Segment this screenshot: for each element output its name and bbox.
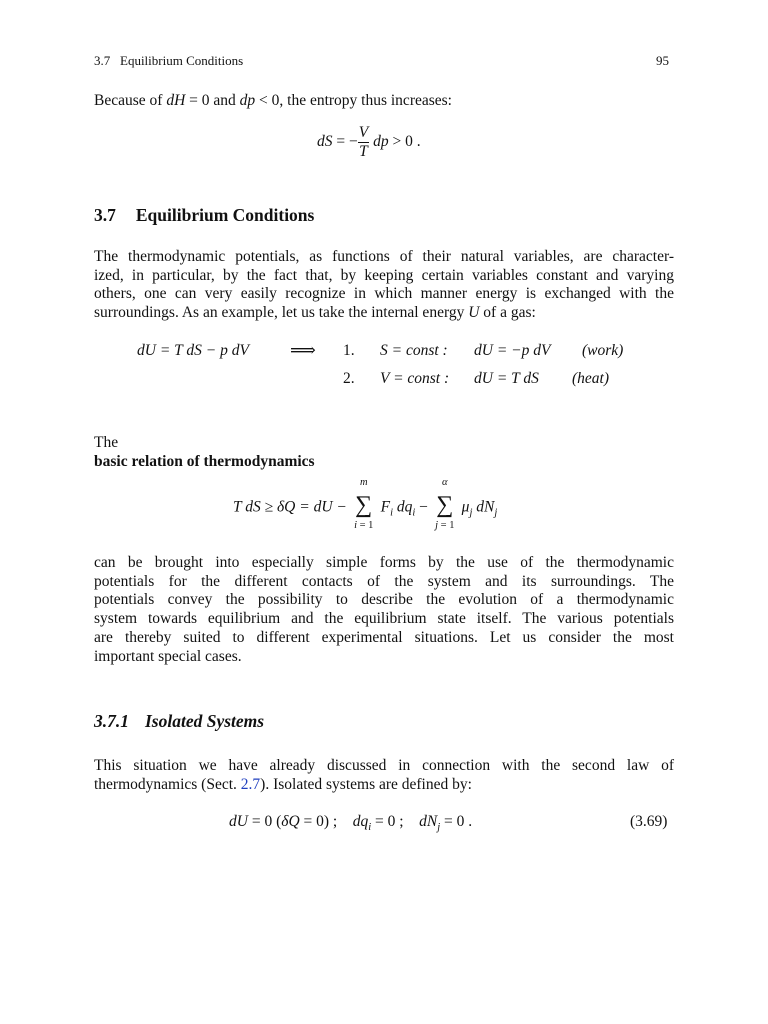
- equation-basic-relation: T dS ≥ δQ = dU − m ∑ i = 1 $F_i$ $dq_i$ − α ∑ j = 1 $\mu_j$ $dN_j$: [233, 477, 498, 531]
- sum-lower-j: j = 1: [435, 520, 455, 531]
- page-number: 95: [656, 53, 669, 68]
- paragraph-simple-forms: can be brought into especially simple forms by the use of the thermodynamic potentials for the different contacts of the system and its surroundings. The potentials convey the possibility to describe the evolution of a thermodynamic system towards equilibrium and the equilibrium state itself. The various potentials are thereby suited to different experimental situations. Let us consider the most important special cases.: [94, 554, 674, 665]
- section-link-2-7[interactable]: 2.7: [240, 775, 261, 793]
- case-1-note: (work): [582, 342, 624, 359]
- case-1-result: dU = −p dV: [474, 342, 551, 359]
- case-2-note: (heat): [572, 370, 610, 387]
- equation-entropy-increase: dS = − $\frac{V}{T}$ dp > 0 .: [317, 124, 421, 160]
- case-1-condition: S = const :: [380, 342, 448, 359]
- paragraph-isolated-systems: This situation we have already discussed in connection with the second law of thermodynamics (Sect. 2.7). Isolated systems are defined by:: [94, 757, 674, 793]
- case-2-number: 2.: [343, 370, 355, 387]
- equation-number-3-69: (3.69): [630, 813, 668, 830]
- intro-sentence: Because of dH = 0 and dp < 0, the entropy thus increases:: [94, 92, 452, 109]
- section-heading: 3.7 Equilibrium Conditions: [94, 205, 315, 225]
- summation-m: m ∑ i = 1: [351, 498, 377, 518]
- basic-relation-term: basic relation of thermodynamics: [94, 453, 315, 470]
- the-word: The: [94, 434, 119, 451]
- equation-internal-energy: dU = T dS − p dV: [137, 342, 249, 359]
- implies-arrow: ⟹: [290, 340, 316, 360]
- paragraph-thermodynamic-potentials: The thermodynamic potentials, as functions of their natural variables, are character- ized, in particular, by the fact that, by keeping certain variables constant and varying others, one can very easily recognize in which manner energy is exchanged with the surroundings. As an example, let us take the internal energy U of a gas:: [94, 248, 674, 322]
- case-1-number: 1.: [343, 342, 355, 359]
- fraction-v-over-t: $\frac{V}{T}$: [358, 124, 369, 160]
- running-header-section: 3.7 Equilibrium Conditions: [94, 53, 244, 68]
- equation-isolated-conditions: dU = 0 (δQ = 0) ; $dq_i = 0$ ; $dN_j = 0$ .: [229, 813, 473, 834]
- case-2-result: dU = T dS: [474, 370, 539, 387]
- summation-alpha: α ∑ j = 1: [432, 498, 458, 518]
- case-2-condition: V = const :: [380, 370, 450, 387]
- subsection-heading: 3.7.1 Isolated Systems: [94, 711, 265, 731]
- sum-lower-i: i = 1: [354, 520, 374, 531]
